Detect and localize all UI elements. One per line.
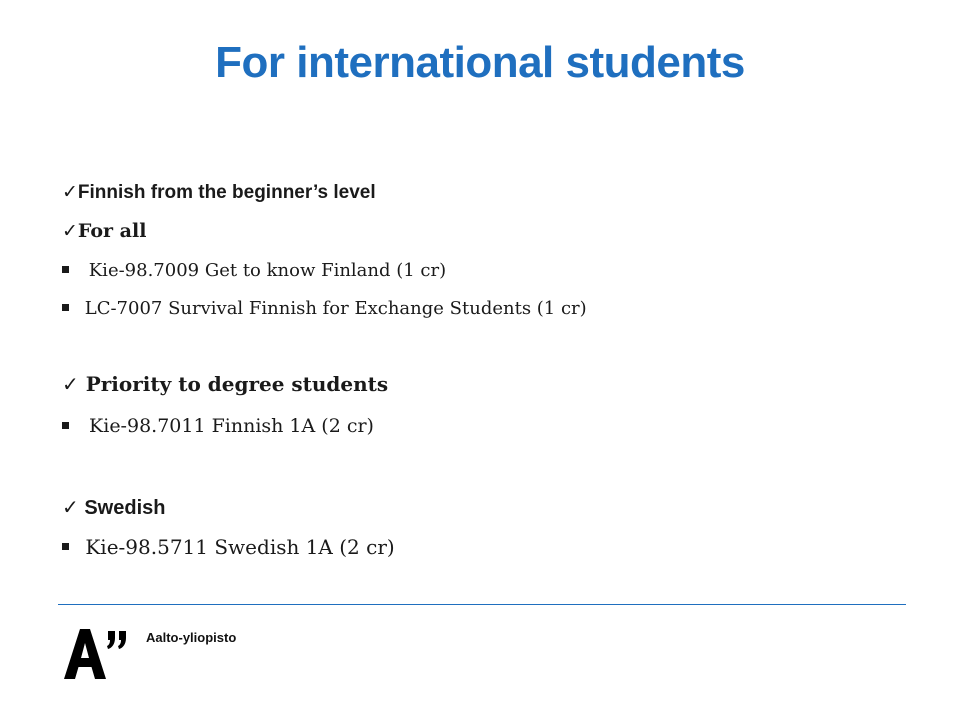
course-text: Kie-98.7011 Finnish 1A (2 cr)	[89, 415, 374, 437]
bullet-text: Finnish from the beginner’s level	[77, 182, 376, 203]
course-text: Kie-98.7009 Get to know Finland (1 cr)	[88, 260, 447, 281]
checkmark-icon: ✓	[62, 495, 79, 519]
course-item	[62, 260, 446, 281]
footer-divider	[58, 604, 906, 605]
bullet-swedish	[62, 495, 165, 520]
square-bullet-icon	[62, 543, 69, 550]
course-text: LC-7007 Survival Finnish for Exchange Students (1 cr)	[84, 298, 587, 319]
course-item	[62, 415, 374, 437]
course-text: Kie-98.5711 Swedish 1A (2 cr)	[85, 535, 395, 559]
square-bullet-icon	[62, 304, 69, 311]
checkmark-icon: ✓	[62, 220, 78, 242]
course-item	[62, 535, 395, 559]
bullet-text: For all	[77, 220, 147, 242]
bullet-text: Priority to degree students	[85, 372, 389, 396]
square-bullet-icon	[62, 266, 69, 273]
checkmark-icon: ✓	[62, 181, 78, 203]
bullet-finnish-beginner	[62, 181, 376, 204]
bullet-for-all	[62, 220, 146, 242]
aalto-logo-icon	[64, 625, 128, 679]
page-title: For international students	[215, 38, 745, 87]
bullet-text: Swedish	[84, 497, 166, 519]
checkmark-icon: ✓	[62, 372, 79, 396]
logo-text: Aalto-yliopisto	[146, 630, 237, 645]
course-item	[62, 298, 587, 319]
square-bullet-icon	[62, 422, 69, 429]
bullet-priority	[62, 372, 388, 396]
